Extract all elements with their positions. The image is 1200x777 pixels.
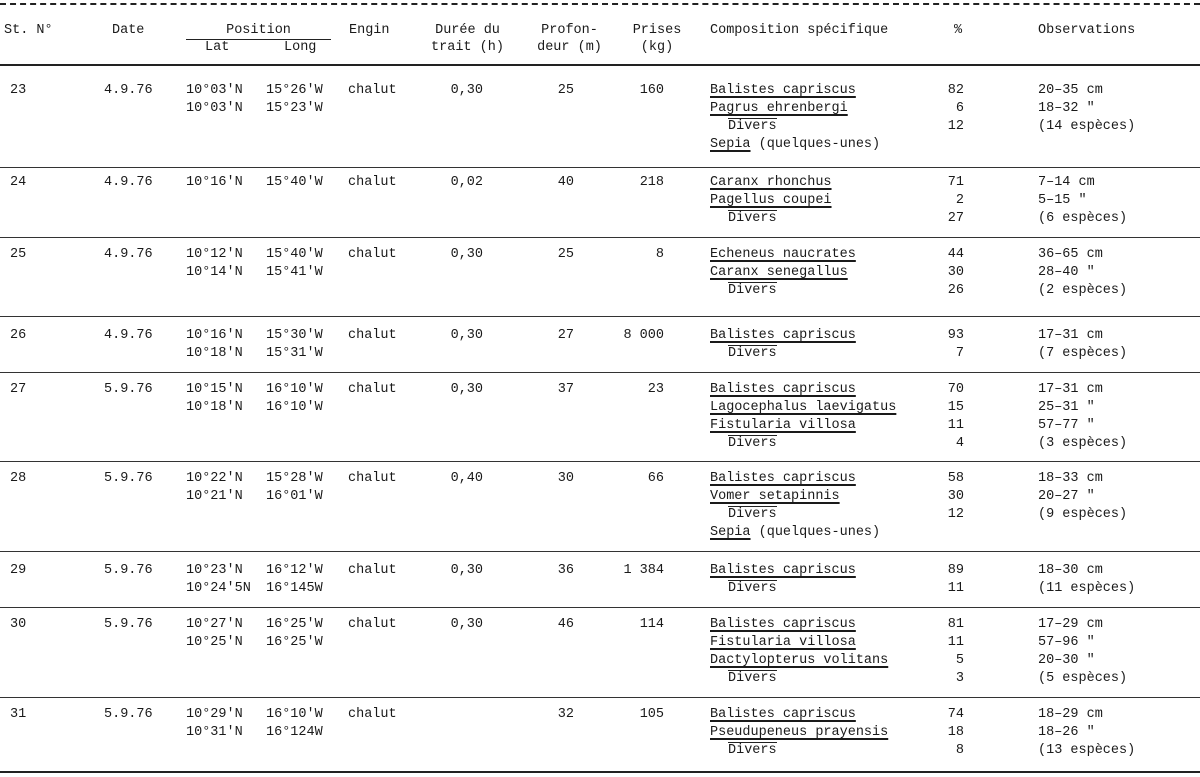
position-lat: 10°16'N <box>186 175 243 190</box>
station-number: 26 <box>10 328 27 343</box>
species-observation: 17–31 cm <box>1038 328 1103 343</box>
species-percent: 11 <box>947 635 964 650</box>
species-observation: (7 espèces) <box>1038 346 1128 361</box>
species-percent: 82 <box>947 83 964 98</box>
row-separator <box>0 316 1200 317</box>
species-name-text: Echeneus naucrates <box>710 247 856 262</box>
top-dashed-rule <box>0 3 1200 5</box>
fishing-gear: chalut <box>348 328 397 343</box>
species-name-text: Balistes capriscus <box>710 382 856 397</box>
station-number: 31 <box>10 707 27 722</box>
divers-label: Divers <box>728 346 777 361</box>
depth: 30 <box>557 471 574 486</box>
species-percent: 7 <box>955 346 964 361</box>
fishing-gear: chalut <box>348 563 397 578</box>
species-note: (quelques-unes) <box>750 525 881 540</box>
header-engin: Engin <box>349 23 390 38</box>
species-name-text: Caranx rhonchus <box>710 175 832 190</box>
haul-duration: 0,30 <box>450 617 483 632</box>
species-observation: (6 espèces) <box>1038 211 1128 226</box>
position-lat: 10°23'N <box>186 563 243 578</box>
species-percent: 15 <box>947 400 964 415</box>
species-observation: 20–27 " <box>1038 489 1095 504</box>
position-long: 16°10'W <box>266 400 323 415</box>
catch-kg: 66 <box>647 471 664 486</box>
position-lat: 10°03'N <box>186 83 243 98</box>
position-lat: 10°03'N <box>186 101 243 116</box>
species-observation: 17–29 cm <box>1038 617 1103 632</box>
species-name <box>710 470 856 488</box>
species-name <box>710 264 848 282</box>
species-percent: 12 <box>947 119 964 134</box>
row-separator <box>0 372 1200 373</box>
station-number: 27 <box>10 382 27 397</box>
divers-label: Divers <box>728 581 777 596</box>
station-number: 29 <box>10 563 27 578</box>
species-percent: 44 <box>947 247 964 262</box>
species-percent: 11 <box>947 418 964 433</box>
divers-label: Divers <box>728 671 777 686</box>
position-lat: 10°12'N <box>186 247 243 262</box>
position-long: 16°145W <box>266 581 323 596</box>
species-name <box>710 136 880 154</box>
header-lat: Lat <box>205 40 230 55</box>
species-percent: 58 <box>947 471 964 486</box>
position-long: 16°12'W <box>266 563 323 578</box>
table-bottom-rule <box>0 771 1200 773</box>
position-lat: 10°16'N <box>186 328 243 343</box>
depth: 25 <box>557 247 574 262</box>
row-separator <box>0 237 1200 238</box>
species-observation: (11 espèces) <box>1038 581 1136 596</box>
station-date: 4.9.76 <box>104 328 153 343</box>
species-percent: 8 <box>955 743 964 758</box>
species-percent: 71 <box>947 175 964 190</box>
position-lat: 10°15'N <box>186 382 243 397</box>
species-name <box>710 652 888 670</box>
species-name-text: Vomer setapinnis <box>710 489 840 504</box>
species-name-text: Fistularia villosa <box>710 635 856 650</box>
haul-duration: 0,02 <box>450 175 483 190</box>
species-name-text: Balistes capriscus <box>710 707 856 722</box>
position-lat: 10°31'N <box>186 725 243 740</box>
fishing-gear: chalut <box>348 617 397 632</box>
catch-kg: 160 <box>639 83 664 98</box>
catch-kg: 8 <box>655 247 664 262</box>
species-name <box>710 706 856 724</box>
divers-label: Divers <box>728 436 777 451</box>
species-name-text: Balistes capriscus <box>710 328 856 343</box>
species-observation: (5 espèces) <box>1038 671 1128 686</box>
species-name-text: Caranx senegallus <box>710 265 848 280</box>
header-profondeur-line1: Profon- <box>541 23 598 38</box>
position-long: 15°23'W <box>266 101 323 116</box>
divers-label: Divers <box>728 283 777 298</box>
species-name-text: Pagrus ehrenbergi <box>710 101 848 116</box>
row-separator <box>0 607 1200 608</box>
catch-kg: 114 <box>639 617 664 632</box>
row-separator <box>0 167 1200 168</box>
species-name-text: Dactylopterus volitans <box>710 653 889 668</box>
species-percent: 27 <box>947 211 964 226</box>
species-observation: 25–31 " <box>1038 400 1095 415</box>
species-name-text: Fistularia villosa <box>710 418 856 433</box>
position-lat: 10°27'N <box>186 617 243 632</box>
depth: 36 <box>557 563 574 578</box>
species-percent: 3 <box>955 671 964 686</box>
species-observation: 57–77 " <box>1038 418 1095 433</box>
species-observation: (3 espèces) <box>1038 436 1128 451</box>
species-observation: 20–30 " <box>1038 653 1095 668</box>
catch-kg: 1 384 <box>623 563 664 578</box>
position-long: 16°25'W <box>266 635 323 650</box>
header-percent: % <box>954 23 963 38</box>
station-date: 4.9.76 <box>104 83 153 98</box>
position-long: 15°31'W <box>266 346 323 361</box>
fishing-gear: chalut <box>348 707 397 722</box>
station-date: 5.9.76 <box>104 707 153 722</box>
depth: 40 <box>557 175 574 190</box>
position-long: 16°10'W <box>266 382 323 397</box>
position-lat: 10°22'N <box>186 471 243 486</box>
species-name <box>710 381 856 399</box>
header-observations: Observations <box>1038 23 1136 38</box>
header-profondeur-line2: deur (m) <box>537 40 602 55</box>
species-percent: 4 <box>955 436 964 451</box>
position-long: 15°41'W <box>266 265 323 280</box>
depth: 37 <box>557 382 574 397</box>
header-duree-line2: trait (h) <box>431 40 504 55</box>
species-percent: 26 <box>947 283 964 298</box>
species-name-text: Balistes capriscus <box>710 563 856 578</box>
depth: 27 <box>557 328 574 343</box>
header-prises-line2: (kg) <box>640 40 674 55</box>
species-percent: 30 <box>947 489 964 504</box>
haul-duration: 0,40 <box>450 471 483 486</box>
species-percent: 70 <box>947 382 964 397</box>
station-number: 30 <box>10 617 27 632</box>
station-date: 4.9.76 <box>104 247 153 262</box>
species-observation: (2 espèces) <box>1038 283 1128 298</box>
header-prises-line1: Prises <box>632 23 682 38</box>
species-genus: Sepia <box>710 525 751 540</box>
station-number: 23 <box>10 83 27 98</box>
haul-duration: 0,30 <box>450 247 483 262</box>
species-observation: (9 espèces) <box>1038 507 1128 522</box>
fishing-gear: chalut <box>348 382 397 397</box>
station-number: 24 <box>10 175 27 190</box>
position-lat: 10°25'N <box>186 635 243 650</box>
position-long: 16°124W <box>266 725 323 740</box>
species-percent: 30 <box>947 265 964 280</box>
station-date: 5.9.76 <box>104 471 153 486</box>
depth: 46 <box>557 617 574 632</box>
station-date: 4.9.76 <box>104 175 153 190</box>
species-name <box>710 634 856 652</box>
species-observation: (14 espèces) <box>1038 119 1136 134</box>
divers-label: Divers <box>728 119 777 134</box>
station-number: 25 <box>10 247 27 262</box>
species-percent: 74 <box>947 707 964 722</box>
position-long: 15°30'W <box>266 328 323 343</box>
fishing-gear: chalut <box>348 175 397 190</box>
station-date: 5.9.76 <box>104 563 153 578</box>
position-long: 15°40'W <box>266 175 323 190</box>
haul-duration: 0,30 <box>450 83 483 98</box>
species-name-text: Balistes capriscus <box>710 471 856 486</box>
species-name <box>710 192 832 210</box>
species-percent: 89 <box>947 563 964 578</box>
species-name-text: Balistes capriscus <box>710 617 856 632</box>
catch-kg: 23 <box>647 382 664 397</box>
depth: 32 <box>557 707 574 722</box>
catch-kg: 105 <box>639 707 664 722</box>
divers-label: Divers <box>728 211 777 226</box>
species-observation: 7–14 cm <box>1038 175 1095 190</box>
species-name <box>710 246 856 264</box>
species-observation: 28–40 " <box>1038 265 1095 280</box>
species-name <box>710 417 856 435</box>
species-percent: 93 <box>947 328 964 343</box>
position-long: 15°40'W <box>266 247 323 262</box>
position-lat: 10°18'N <box>186 400 243 415</box>
species-observation: 17–31 cm <box>1038 382 1103 397</box>
position-long: 15°26'W <box>266 83 323 98</box>
species-name <box>710 616 856 634</box>
catch-kg: 218 <box>639 175 664 190</box>
species-observation: 18–30 cm <box>1038 563 1103 578</box>
species-percent: 12 <box>947 507 964 522</box>
position-lat: 10°29'N <box>186 707 243 722</box>
header-composition: Composition spécifique <box>710 23 889 38</box>
haul-duration: 0,30 <box>450 563 483 578</box>
position-lat: 10°24'5N <box>186 581 251 596</box>
header-station: St. N° <box>4 23 53 38</box>
species-name <box>710 327 856 345</box>
position-long: 16°01'W <box>266 489 323 504</box>
haul-duration: 0,30 <box>450 328 483 343</box>
header-bottom-rule <box>0 64 1200 66</box>
species-note: (quelques-unes) <box>750 137 881 152</box>
fishing-gear: chalut <box>348 471 397 486</box>
species-name <box>710 82 856 100</box>
species-name <box>710 174 832 192</box>
species-observation: 18–33 cm <box>1038 471 1103 486</box>
species-observation: (13 espèces) <box>1038 743 1136 758</box>
position-long: 15°28'W <box>266 471 323 486</box>
position-lat: 10°21'N <box>186 489 243 504</box>
depth: 25 <box>557 83 574 98</box>
haul-duration: 0,30 <box>450 382 483 397</box>
species-name-text: Lagocephalus laevigatus <box>710 400 897 415</box>
species-percent: 5 <box>955 653 964 668</box>
position-lat: 10°18'N <box>186 346 243 361</box>
species-observation: 57–96 " <box>1038 635 1095 650</box>
species-observation: 18–26 " <box>1038 725 1095 740</box>
row-separator <box>0 461 1200 462</box>
station-number: 28 <box>10 471 27 486</box>
species-name <box>710 562 856 580</box>
row-separator <box>0 697 1200 698</box>
species-percent: 81 <box>947 617 964 632</box>
species-name-text: Balistes capriscus <box>710 83 856 98</box>
species-name <box>710 724 888 742</box>
species-observation: 36–65 cm <box>1038 247 1103 262</box>
species-percent: 6 <box>955 101 964 116</box>
position-lat: 10°14'N <box>186 265 243 280</box>
species-genus: Sepia <box>710 137 751 152</box>
position-long: 16°10'W <box>266 707 323 722</box>
species-name <box>710 399 896 417</box>
species-observation: 20–35 cm <box>1038 83 1103 98</box>
header-duree-line1: Durée du <box>435 23 500 38</box>
species-name <box>710 524 880 542</box>
divers-label: Divers <box>728 743 777 758</box>
station-date: 5.9.76 <box>104 382 153 397</box>
row-separator <box>0 551 1200 552</box>
position-long: 16°25'W <box>266 617 323 632</box>
divers-label: Divers <box>728 507 777 522</box>
species-name <box>710 100 848 118</box>
header-long: Long <box>284 40 317 55</box>
header-position: Position <box>226 23 291 38</box>
species-observation: 5–15 " <box>1038 193 1087 208</box>
species-observation: 18–29 cm <box>1038 707 1103 722</box>
species-name <box>710 488 840 506</box>
fishing-gear: chalut <box>348 83 397 98</box>
station-date: 5.9.76 <box>104 617 153 632</box>
fishing-gear: chalut <box>348 247 397 262</box>
catch-kg: 8 000 <box>623 328 664 343</box>
species-name-text: Pagellus coupei <box>710 193 832 208</box>
header-date: Date <box>112 23 145 38</box>
species-percent: 2 <box>955 193 964 208</box>
species-percent: 18 <box>947 725 964 740</box>
species-name-text: Pseudupeneus prayensis <box>710 725 889 740</box>
species-percent: 11 <box>947 581 964 596</box>
species-observation: 18–32 " <box>1038 101 1095 116</box>
